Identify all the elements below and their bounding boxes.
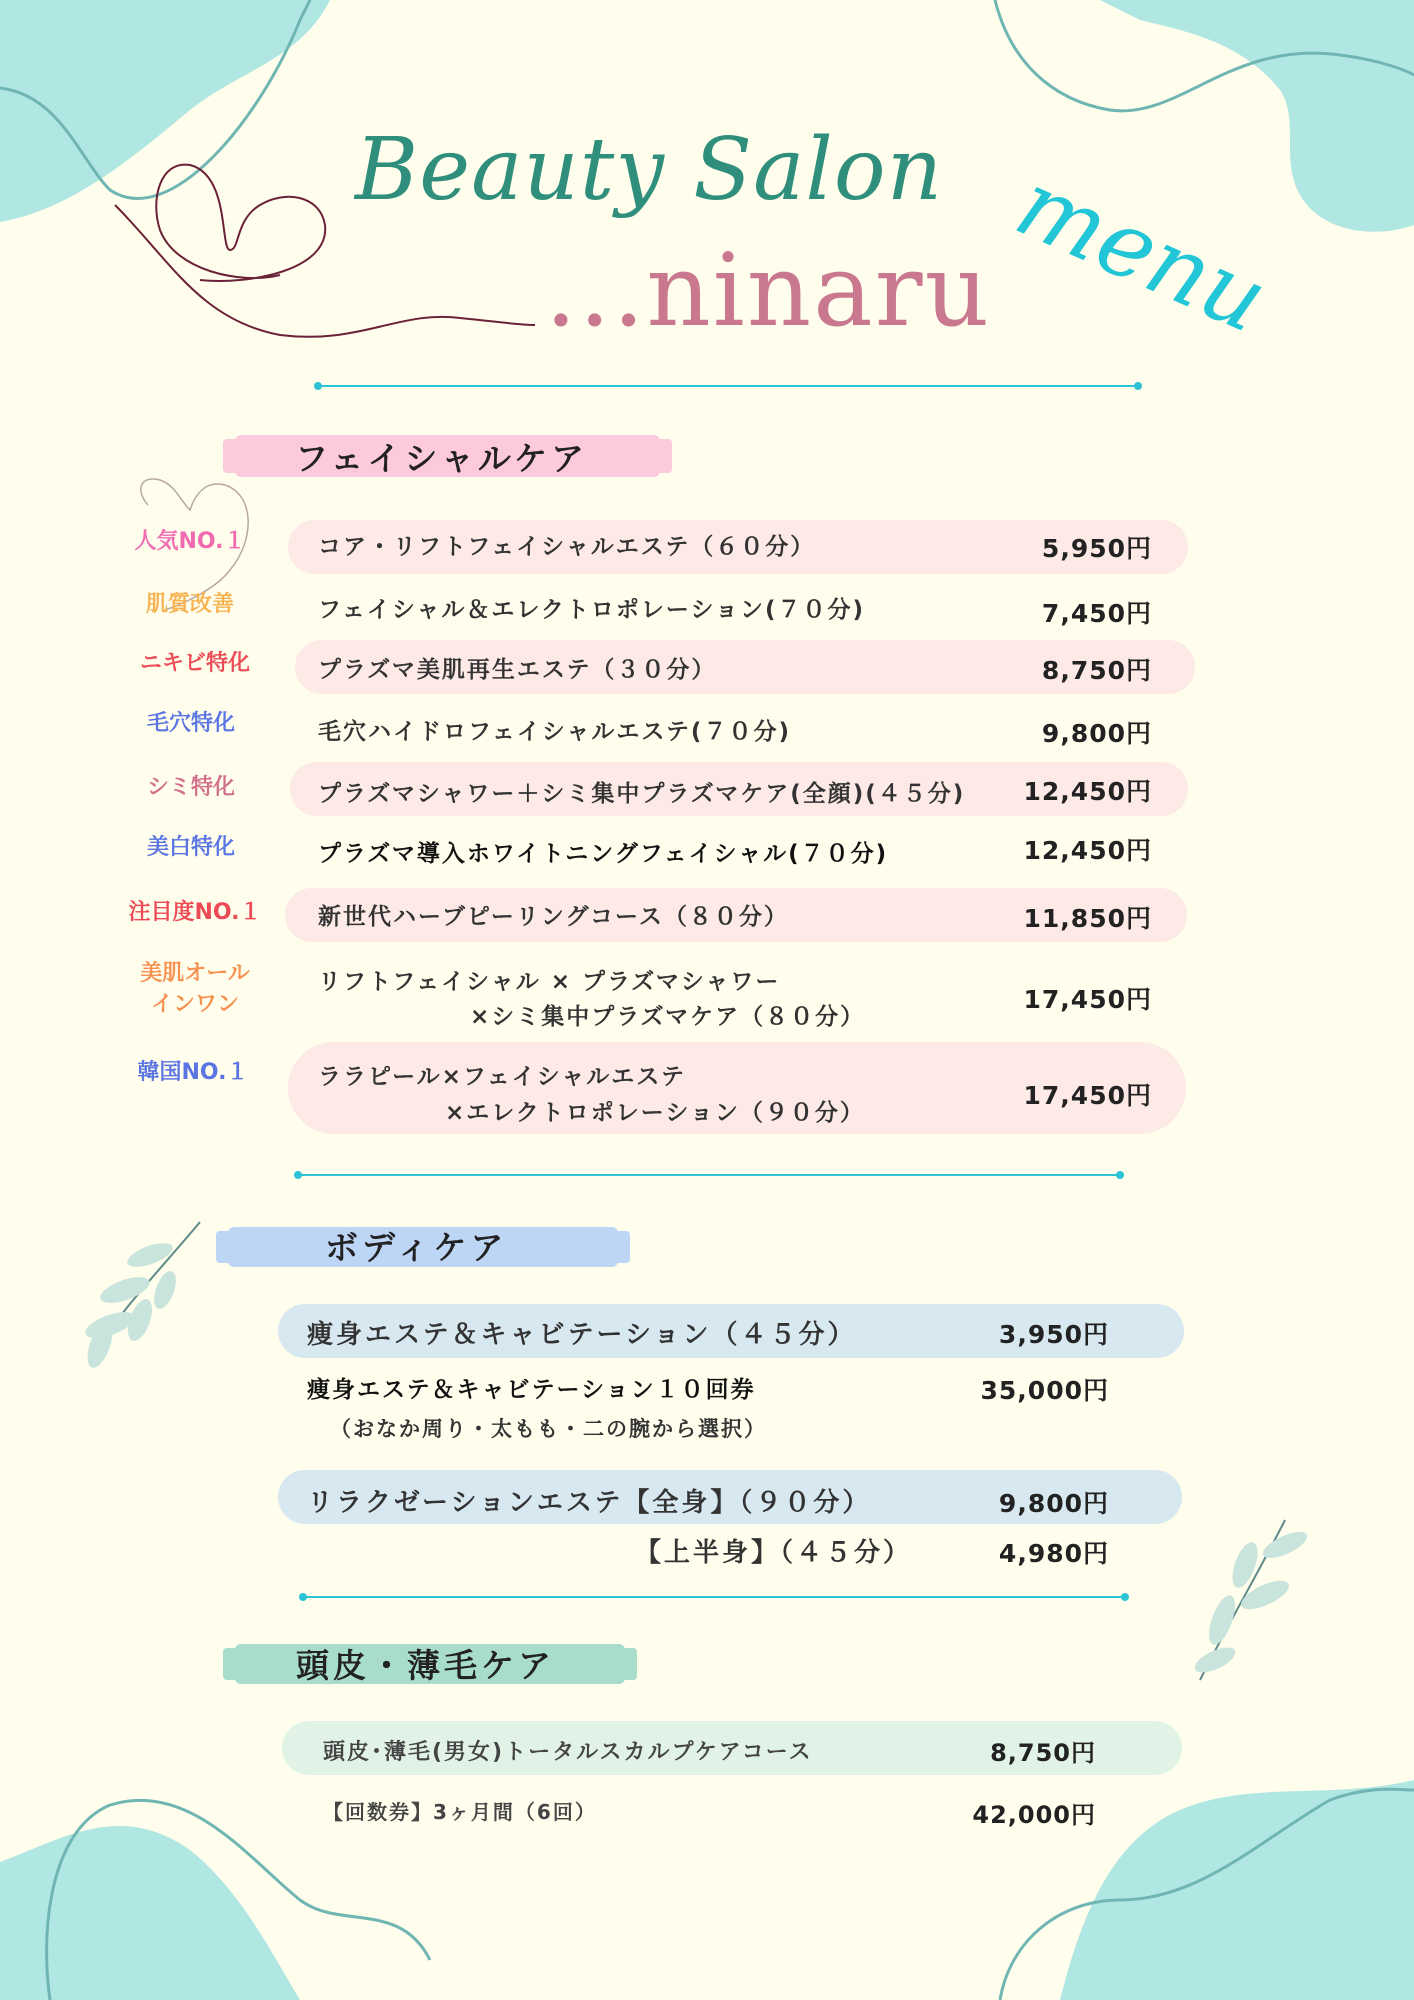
menu-item-price: 7,450円 (1041, 599, 1152, 628)
menu-item-name: 新世代ハーブピーリングコース（８０分） (318, 904, 789, 930)
badge-korea-no1: 韓国NO.１ (137, 1060, 249, 1085)
leaf-sprig-left-icon (82, 1222, 200, 1371)
corner-blob-bottom-right (1060, 1780, 1414, 2000)
divider (303, 1596, 1125, 1598)
badge-popular-no1: 人気NO.１ (134, 529, 246, 554)
badge-line: 美肌オール (140, 961, 250, 986)
body-section-title: ボディケア (325, 1228, 508, 1267)
menu-item-name: プラズマ導入ホワイトニングフェイシャル(７０分) (318, 841, 889, 867)
menu-item-price: 5,950円 (1041, 534, 1152, 563)
menu-item-price: 35,000円 (980, 1376, 1109, 1405)
divider (298, 1174, 1120, 1176)
menu-item-note: （おなか周り・太もも・二の腕から選択） (330, 1417, 767, 1441)
scalp-section-title: 頭皮・薄毛ケア (296, 1646, 555, 1685)
menu-item-name: コア・リフトフェイシャルエステ（６０分） (318, 534, 816, 560)
menu-item-name: 【回数券】3ヶ月間（6回） (323, 1800, 597, 1824)
menu-item-price: 9,800円 (1041, 719, 1152, 748)
menu-item-price: 9,800円 (998, 1489, 1109, 1518)
menu-item-name: 【上半身】（４５分） (635, 1538, 913, 1568)
menu-item-price: 12,450円 (1023, 836, 1152, 865)
menu-item-price: 8,750円 (1041, 656, 1152, 685)
leaf-sprig-right-icon (1191, 1520, 1310, 1680)
menu-item-price: 17,450円 (1023, 1081, 1152, 1110)
menu-item-name: プラズマ美肌再生エステ（３０分） (318, 657, 717, 683)
menu-item-price: 8,750円 (990, 1739, 1096, 1767)
menu-item-name: リフトフェイシャル × プラズマシャワー (318, 969, 781, 995)
badge-all-in-one (110, 958, 280, 1020)
menu-item-name: ララピール×フェイシャルエステ (318, 1064, 686, 1090)
menu-item-price: 17,450円 (1023, 985, 1152, 1014)
menu-item-name-continued: ×シミ集中プラズマケア（８０分） (470, 1004, 866, 1030)
menu-item-name-continued: ×エレクトロポレーション（９０分） (445, 1100, 865, 1126)
salon-brand-name: ...ninaru (545, 232, 991, 349)
menu-item-price: 3,950円 (998, 1320, 1109, 1349)
badge-spots: シミ特化 (146, 775, 235, 800)
menu-item-name: フェイシャル＆エレクトロポレーション(７０分) (318, 597, 866, 623)
salon-script-title: Beauty Salon (355, 120, 944, 220)
badge-trending-no1: 注目度NO.１ (128, 900, 262, 925)
menu-heading: menu (1001, 150, 1283, 354)
menu-item-name: 頭皮･薄毛(男女)トータルスカルプケアコース (323, 1740, 813, 1765)
divider (318, 385, 1138, 387)
badge-whitening: 美白特化 (146, 835, 235, 860)
menu-item-price: 11,850円 (1023, 904, 1152, 933)
facial-section-title: フェイシャルケア (295, 439, 589, 478)
menu-item-name: プラズマシャワー＋シミ集中プラズマケア(全顔)(４５分) (318, 781, 966, 807)
badge-line: インワン (150, 992, 239, 1017)
menu-item-name: リラクゼーションエステ【全身】（９０分） (307, 1488, 872, 1518)
menu-item-name: 痩身エステ＆キャビテーション（４５分） (307, 1320, 857, 1350)
badge-skin-improvement: 肌質改善 (145, 592, 234, 617)
badge-acne: ニキビ特化 (139, 651, 250, 676)
menu-item-name: 毛穴ハイドロフェイシャルエステ(７０分) (318, 719, 791, 745)
menu-item-name: 痩身エステ＆キャビテーション１０回券 (307, 1377, 756, 1403)
corner-blob-bottom-left (0, 1826, 300, 2000)
menu-item-price: 4,980円 (998, 1539, 1109, 1568)
badge-pores: 毛穴特化 (146, 711, 235, 736)
menu-item-price: 12,450円 (1023, 777, 1152, 806)
menu-item-price: 42,000円 (972, 1801, 1096, 1829)
